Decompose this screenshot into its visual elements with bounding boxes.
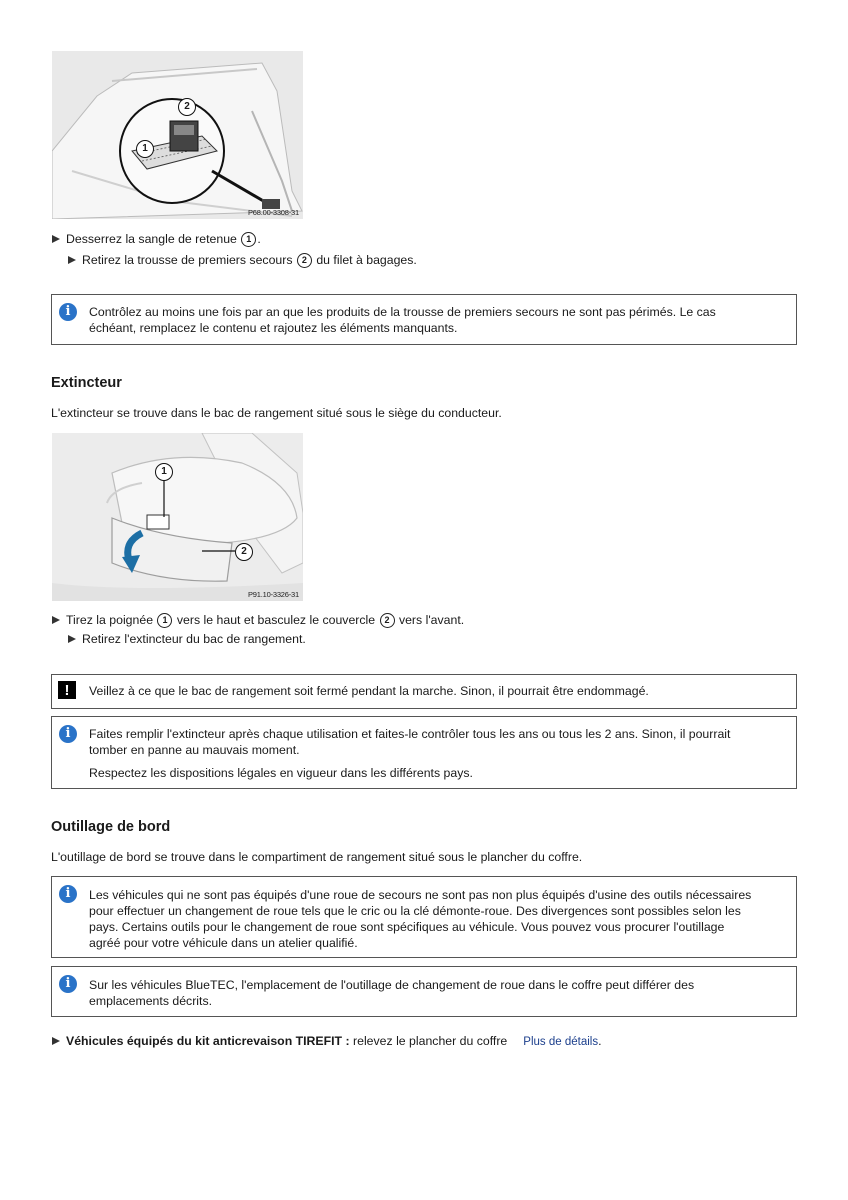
step-remove-extinguisher [68,631,306,647]
info-line: tomber en panne au mauvais moment. [89,743,300,757]
outillage-intro: L'outillage de bord se trouve dans le compartiment de rangement situé sous le plancher du coffre. [51,850,583,864]
section-title-extincteur: Extincteur [51,375,122,391]
seat-illustration [52,433,303,601]
arrow-right-icon [68,635,76,643]
callout-ref-2: 2 [380,613,395,628]
callout-ref-2: 2 [297,253,312,268]
callout-ref-1: 1 [241,232,256,247]
info-line: pays. Certains outils pour le changement de roue sont spécifiques au véhicule. Vous pouvez vous procurer l'outillage [89,920,725,934]
info-box-extinguisher [51,716,797,789]
info-icon: i [59,725,77,743]
step-tirefit [52,1033,602,1050]
step-text-end: . [257,232,261,246]
info-line: Faites remplir l'extincteur après chaque utilisation et faites-le contrôler tous les ans ou tous les 2 ans. Sinon, il pourrait [89,727,731,741]
step-text: Retirez l'extincteur du bac de rangement. [82,632,306,646]
arrow-right-icon [52,616,60,624]
info-icon: i [59,975,77,993]
callout-2: 2 [178,98,196,116]
info-line: emplacements décrits. [89,994,213,1008]
step-remove-kit [68,252,417,268]
info-line: échéant, remplacez le contenu et rajoutez les éléments manquants. [89,321,458,335]
info-icon: i [59,303,77,321]
step-text-end: du filet à bagages. [312,253,417,267]
extincteur-intro: L'extincteur se trouve dans le bac de rangement situé sous le siège du conducteur. [51,406,502,420]
info-line: Sur les véhicules BlueTEC, l'emplacement de l'outillage de changement de roue dans le coffre peut différer des [89,978,695,992]
info-line: pour effectuer un changement de roue tels que le cric ou la clé démonte-roue. Des divergences sont possibles selon les [89,904,741,918]
step-text-end: vers l'avant. [395,613,465,627]
trunk-illustration [52,51,303,219]
arrow-right-icon [52,1037,60,1045]
arrow-right-icon [52,235,60,243]
info-line: agréé pour votre véhicule dans un atelier qualifié. [89,936,358,950]
seat-extinguisher-figure [52,433,303,601]
step-text: relevez le plancher du coffre [349,1034,508,1048]
info-line: Contrôlez au moins une fois par an que les produits de la trousse de premiers secours ne sont pas périmés. Le cas [89,305,716,319]
step-text-end: . [598,1034,602,1048]
warning-box-storage [51,674,797,709]
callout-ref-1: 1 [157,613,172,628]
figure-code: P68.00-3308-31 [248,208,299,217]
info-box-bluetec [51,966,797,1017]
step-text: Retirez la trousse de premiers secours [82,253,296,267]
figure-code: P91.10-3326-31 [248,590,299,599]
step-text: Desserrez la sangle de retenue [66,232,241,246]
step-text: Tirez la poignée [66,613,157,627]
callout-1: 1 [155,463,173,481]
trunk-first-aid-figure [52,51,303,219]
callout-1: 1 [136,140,154,158]
section-title-outillage: Outillage de bord [51,819,171,835]
step-bold-text: Véhicules équipés du kit anticrevaison TIREFIT : [66,1034,350,1048]
info-box-first-aid [51,294,797,345]
step-pull-handle [52,612,464,628]
info-line: Les véhicules qui ne sont pas équipés d'une roue de secours ne sont pas non plus équipés d'usine des outils nécessaires [89,888,752,902]
info-icon: i [59,885,77,903]
callout-2: 2 [235,543,253,561]
arrow-right-icon [68,256,76,264]
step-text-mid: vers le haut et basculez le couvercle [173,613,379,627]
step-loosen-strap [52,231,261,247]
info-box-spare-wheel [51,876,797,958]
warning-icon: ! [58,681,76,699]
info-line: Respectez les dispositions légales en vigueur dans les différents pays. [89,766,473,780]
warning-line: Veillez à ce que le bac de rangement soit fermé pendant la marche. Sinon, il pourrait être endommagé. [89,684,649,698]
more-details-link[interactable]: Plus de détails [523,1036,599,1048]
